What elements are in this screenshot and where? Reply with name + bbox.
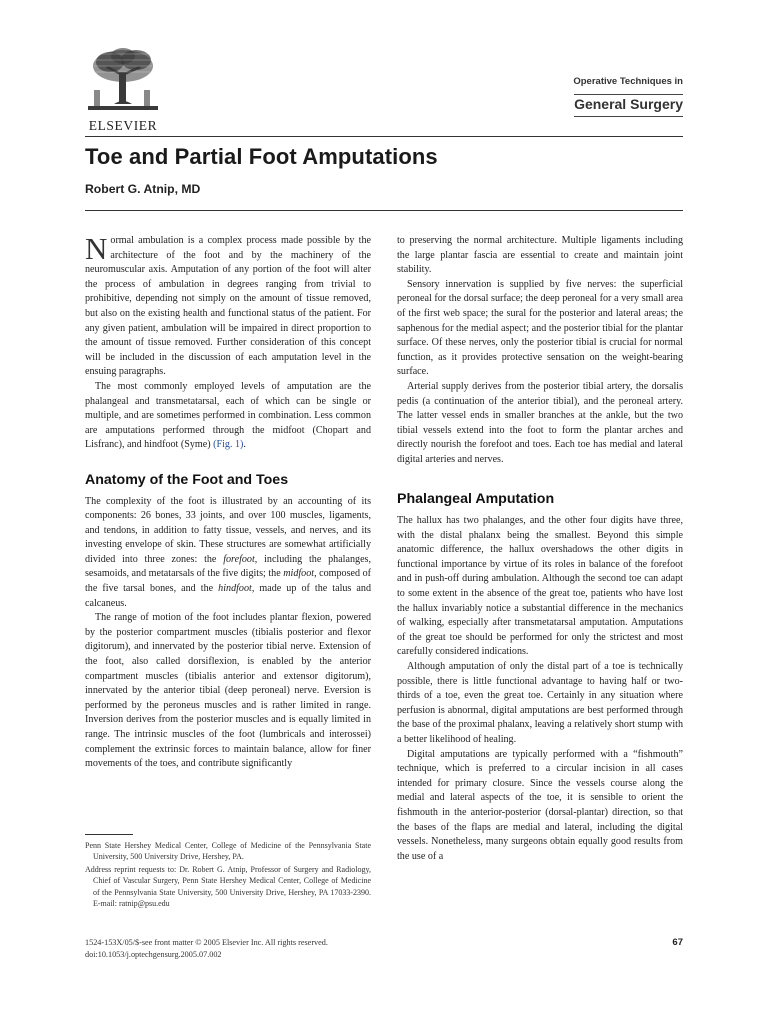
intro-paragraph-2: The most commonly employed levels of amputation are the phalangeal and transmetatarsal, each of which can be single or multiple, and are sometimes performed in combination. Less common are amputations performed through the midfoot (Chopart and Lisfranc), and hindfoot (Syme) (Fig. 1). xyxy=(85,380,371,451)
article-title: Toe and Partial Foot Amputations xyxy=(85,144,438,169)
footnote-divider xyxy=(85,834,133,835)
article-author: Robert G. Atnip, MD xyxy=(85,182,201,196)
journal-name: General Surgery xyxy=(574,96,683,112)
anatomy-paragraph-1: The complexity of the foot is illustrated by an accounting of its components: 26 bones, 33 joints, and over 100 muscles, ligaments, and tendons, in addition to fatty tissue, vessels, and nerves, and its investing envelope of skin. These structures are somewhat artificially divided into three zones: the forefoot, including the phalanges, sesamoids, and metatarsals of the five digits; the midfoot, composed of the five tarsal bones, and the hindfoot, made up of the talus and calcaneus. xyxy=(85,495,371,609)
journal-supertitle: Operative Techniques in xyxy=(573,76,683,87)
footnote-reprint-address: Address reprint requests to: Dr. Robert G. Atnip, Professor of Surgery and Radiology, Chief of Vascular Surgery, Penn State Hershey Medical Center, College of Medicine of the Pennsylvania State University, 500 University Drive, Hershey, PA 17033-2390. E-mail: ratnip@psu.edu xyxy=(85,864,371,909)
page-number: 67 xyxy=(672,937,683,948)
phalangeal-paragraph-1: The hallux has two phalanges, and the other four digits have three, with the distal phalanx being the smallest. Beyond this simple anatomic difference, the hallux overshadows the other digits in functional importance by virtue of its roles in balance of the forefoot and in push-off during ambulation. Although the second toe can adapt to some extent in the absence of the great toe, patients who have lost the hallux invariably notice a substantial difference in the mechanics of walking, especially after transmetatarsal amputation. Amputations of the great toe should be performed for only the strictest and most carefully considered indications. xyxy=(397,515,683,658)
phalangeal-paragraph-2: Although amputation of only the distal part of a toe is technically possible, there is little functional advantage to having half or two-thirds of a toe, even the great toe. Certainly in any situation where perfusion is abnormal, digital amputations are best performed through the base of the proximal phalanx, leaving a relatively short stump with a better likelihood of healing. xyxy=(397,661,683,745)
phalangeal-paragraph-3: Digital amputations are typically performed with a “fishmouth” technique, which is preferred to a circular incision in all cases intended for primary closure. Since the vessels course along the medial and lateral aspects of the toe, it is sensible to orient the fishmouth in the anterior-posterior (dorsal-plantar) direction, so that the bases of the flaps are medial and lateral, including the digital vessels. Nonetheless, many surgeons obtain equally good results from the use of a xyxy=(397,748,683,862)
journal-rule-top xyxy=(574,94,683,95)
elsevier-tree-icon xyxy=(86,46,160,116)
anatomy-paragraph-3: to preserving the normal architecture. Multiple ligaments including the large plantar fascia are essential to create and maintain joint stability. xyxy=(397,235,683,276)
right-column xyxy=(397,234,683,864)
section-heading-anatomy: Anatomy of the Foot and Toes xyxy=(85,471,289,488)
drop-cap: N xyxy=(85,231,108,266)
footnote-affiliation: Penn State Hershey Medical Center, College of Medicine of the Pennsylvania State University, 500 University Drive, Hershey, PA. xyxy=(85,841,371,862)
left-column xyxy=(85,231,371,772)
publisher-logo xyxy=(82,46,162,134)
doi-line: doi:10.1053/j.optechgensurg.2005.07.002 xyxy=(85,949,222,959)
anatomy-paragraph-4: Sensory innervation is supplied by five nerves: the superficial peroneal for the dorsal surface; the deep peroneal for a very small area of the first web space; the sural for the posterior and lateral areas; the saphenous for the medial aspect; and the posterior tibial for the plantar surface. Of these nerves, only the posterior tibial is crucial for normal function, as it provides protective sensation on the weight-bearing surface. xyxy=(397,278,683,378)
intro-paragraph-1: Normal ambulation is a complex process made possible by the architecture of the foot and by the machinery of the neuromuscular axis. Amputation of any portion of the foot will alter the process of ambulation in degrees ranging from trivial to prohibitive, depending not simply on the amount of tissue removed, but also on the existing health and functional status of the patient. For any given patient, ambulation will be impaired in direct proportion to the amount of tissue removed. Further consideration of this concept will be included in the discussion of each amputation level in the ensuing paragraphs. xyxy=(85,231,371,378)
section-heading-phalangeal: Phalangeal Amputation xyxy=(397,490,555,507)
journal-rule-bottom xyxy=(574,116,683,117)
figure-1-link[interactable]: (Fig. 1) xyxy=(213,439,244,451)
title-divider xyxy=(85,210,683,211)
anatomy-paragraph-2: The range of motion of the foot includes plantar flexion, powered by the posterior compartment muscles (tibialis posterior and flexor digitorum), and innervated by the posterior tibial nerve. Extension of the foot, also called dorsiflexion, is enabled by the anterior compartment muscles (tibialis anterior and extensor digitorum), innervated by the anterior tibial (deep peroneal) nerve. Eversion is performed by the peroneus muscles and is rather limited in range. Inversion derives from the posterior muscles and is equally limited in range. The intrinsic muscles of the foot (lumbricals and interossei) complement the extrinsic forces to maintain balance, allow for finer movements of the toes, and contribute significantly xyxy=(85,612,371,770)
header-divider xyxy=(85,136,683,137)
copyright-block xyxy=(85,937,328,960)
footnotes xyxy=(85,840,371,910)
publisher-name: ELSEVIER xyxy=(88,118,158,133)
copyright-line: 1524-153X/05/$-see front matter © 2005 Elsevier Inc. All rights reserved. xyxy=(85,938,328,947)
anatomy-paragraph-5: Arterial supply derives from the posterior tibial artery, the dorsalis pedis (a continuation of the anterior tibial), and the peroneal artery. The latter vessel ends in smaller branches at the ankle, but the two tibial vessels extend into the foot to form the plantar arches and directly nourish the forefoot and toes. Each toe has medial and lateral digital arteries and nerves. xyxy=(397,380,683,465)
